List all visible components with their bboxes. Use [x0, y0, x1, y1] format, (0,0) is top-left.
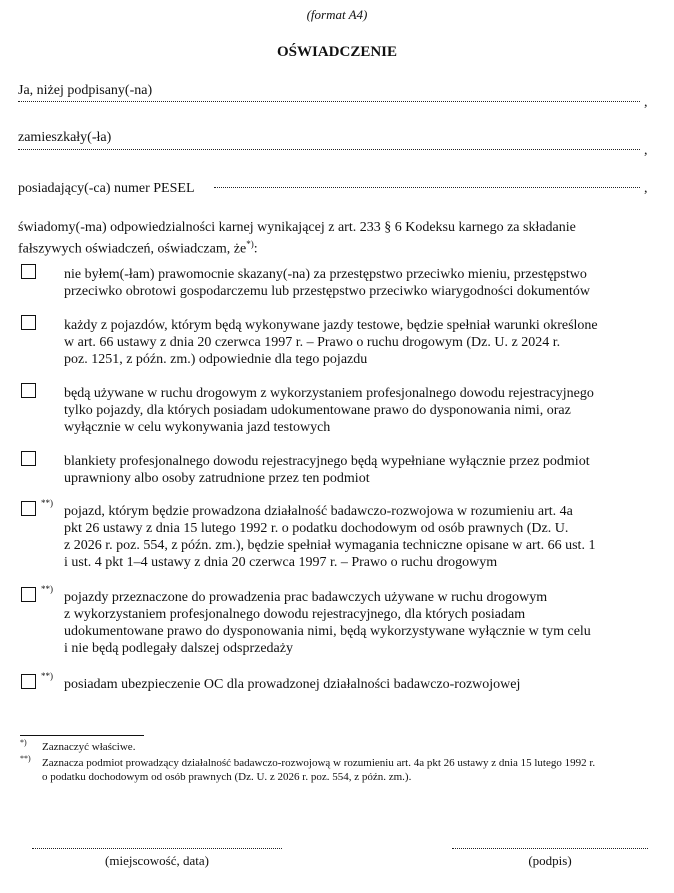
- item-line: będą używane w ruchu drogowym z wykorzystaniem profesjonalnego dowodu rejestracyjnego: [64, 386, 594, 401]
- item-footnote-mark: **): [41, 498, 53, 508]
- item-line: każdy z pojazdów, którym będą wykonywane jazdy testowe, będzie spełniał warunki określone: [64, 318, 598, 333]
- pesel-field[interactable]: [214, 185, 640, 188]
- item-registration-use: [64, 385, 656, 436]
- address-field[interactable]: [18, 147, 640, 150]
- signature-field[interactable]: [452, 846, 648, 849]
- item-line: posiadam ubezpieczenie OC dla prowadzonej działalności badawczo-rozwojowej: [64, 677, 521, 692]
- footnote-line: o podatku dochodowym od osób prawnych (Dz. U. z 2026 r. poz. 554, z późn. zm.).: [42, 771, 412, 783]
- item-line: w art. 66 ustawy z dnia 20 czerwca 1997 r. – Prawo o ruchu drogowym (Dz. U. z 2024 r.: [64, 335, 561, 350]
- place-date-field[interactable]: [32, 846, 282, 849]
- name-field[interactable]: [18, 99, 640, 102]
- checkbox-vehicle-conditions[interactable]: [21, 315, 36, 330]
- item-line: pojazdy przeznaczone do prowadzenia prac badawczych używane w ruchu drogowym: [64, 590, 548, 605]
- pesel-label: posiadający(-ca) numer PESEL: [18, 181, 195, 196]
- item-line: wyłącznie w celu wykonywania jazd testowych: [64, 420, 331, 435]
- footnote-line: Zaznacza podmiot prowadzący działalność badawczo-rozwojową w rozumieniu art. 4a pkt 26 ustawy z dnia 15 lutego 1992 r.: [42, 757, 596, 769]
- page-title: OŚWIADCZENIE: [276, 44, 398, 60]
- item-line: pkt 26 ustawy z dnia 15 lutego 1992 r. o podatku dochodowym od osób prawnych (Dz. U.: [64, 521, 569, 536]
- item-line: z wykorzystaniem profesjonalnego dowodu rejestracyjnego, dla których posiadam: [64, 607, 526, 622]
- item-line: z 2026 r. poz. 554, z późn. zm.), będzie spełniał wymagania techniczne opisane w art. 66 ust. 1: [64, 538, 596, 553]
- item-line: uprawniony albo osoby zatrudnione przez ten podmiot: [64, 471, 370, 486]
- item-rd-vehicle: [64, 503, 656, 571]
- pesel-comma: ,: [644, 181, 648, 196]
- item-blank-forms: [64, 453, 656, 487]
- statement-colon: :: [253, 241, 258, 257]
- item-line: nie byłem(-łam) prawomocnie skazany(-na) za przestępstwo przeciwko mieniu, przestępstwo: [64, 267, 587, 282]
- checkbox-no-conviction[interactable]: [21, 264, 36, 279]
- item-line: pojazd, którym będzie prowadzona działalność badawczo-rozwojowa w rozumieniu art. 4a: [64, 504, 573, 519]
- checkbox-blank-forms[interactable]: [21, 451, 36, 466]
- statement-footnote-mark: *): [246, 239, 254, 249]
- item-research-vehicles: [64, 589, 656, 657]
- signed-label: Ja, niżej podpisany(-na): [18, 83, 153, 98]
- item-line: poz. 1251, z późn. zm.) odpowiednie dla tego pojazdu: [64, 352, 368, 367]
- item-line: i ust. 4 pkt 1–4 ustawy z dnia 20 czerwca 1997 r. – Prawo o ruchu drogowym: [64, 555, 498, 570]
- item-line: tylko pojazdy, dla których posiadam udokumentowane prawo do dysponowania nimi, oraz: [64, 403, 571, 418]
- format-note: (format A4): [306, 7, 368, 22]
- statement-text: fałszywych oświadczeń, oświadczam, że: [18, 241, 247, 257]
- checkbox-registration-use[interactable]: [21, 383, 36, 398]
- item-line: udokumentowane prawo do dysponowania nimi, będą wykorzystywane wyłącznie w tym celu: [64, 624, 591, 639]
- item-line: przeciwko obrotowi gospodarczemu lub przestępstwo przeciwko wiarygodności dokumentów: [64, 284, 591, 299]
- signature-label: (podpis): [528, 853, 572, 868]
- footnote-mark: **): [20, 754, 31, 763]
- residing-label: zamieszkały(-ła): [18, 130, 112, 145]
- item-insurance: [64, 676, 656, 693]
- footnote-mark: *): [20, 738, 27, 747]
- item-line: i nie będą podlegały dalszej odsprzedaży: [64, 641, 293, 656]
- item-no-conviction: [64, 266, 656, 300]
- item-vehicle-conditions: [64, 317, 656, 368]
- item-footnote-mark: **): [41, 671, 53, 681]
- checkbox-research-vehicles[interactable]: [21, 587, 36, 602]
- statement-line-1: świadomy(-ma) odpowiedzialności karnej wynikającej z art. 233 § 6 Kodeksu karnego za składanie: [18, 220, 576, 235]
- checkbox-rd-vehicle[interactable]: [21, 501, 36, 516]
- item-line: blankiety profesjonalnego dowodu rejestracyjnego będą wypełniane wyłącznie przez podmiot: [64, 454, 590, 469]
- item-footnote-mark: **): [41, 584, 53, 594]
- footnote-separator: [20, 735, 144, 736]
- checkbox-insurance[interactable]: [21, 674, 36, 689]
- statement-line-2: [18, 236, 658, 258]
- place-date-label: (miejscowość, data): [105, 853, 209, 868]
- name-comma: ,: [644, 95, 648, 110]
- footnote-select: Zaznaczyć właściwe.: [42, 741, 136, 753]
- footnote-rd: [42, 756, 672, 784]
- address-comma: ,: [644, 143, 648, 158]
